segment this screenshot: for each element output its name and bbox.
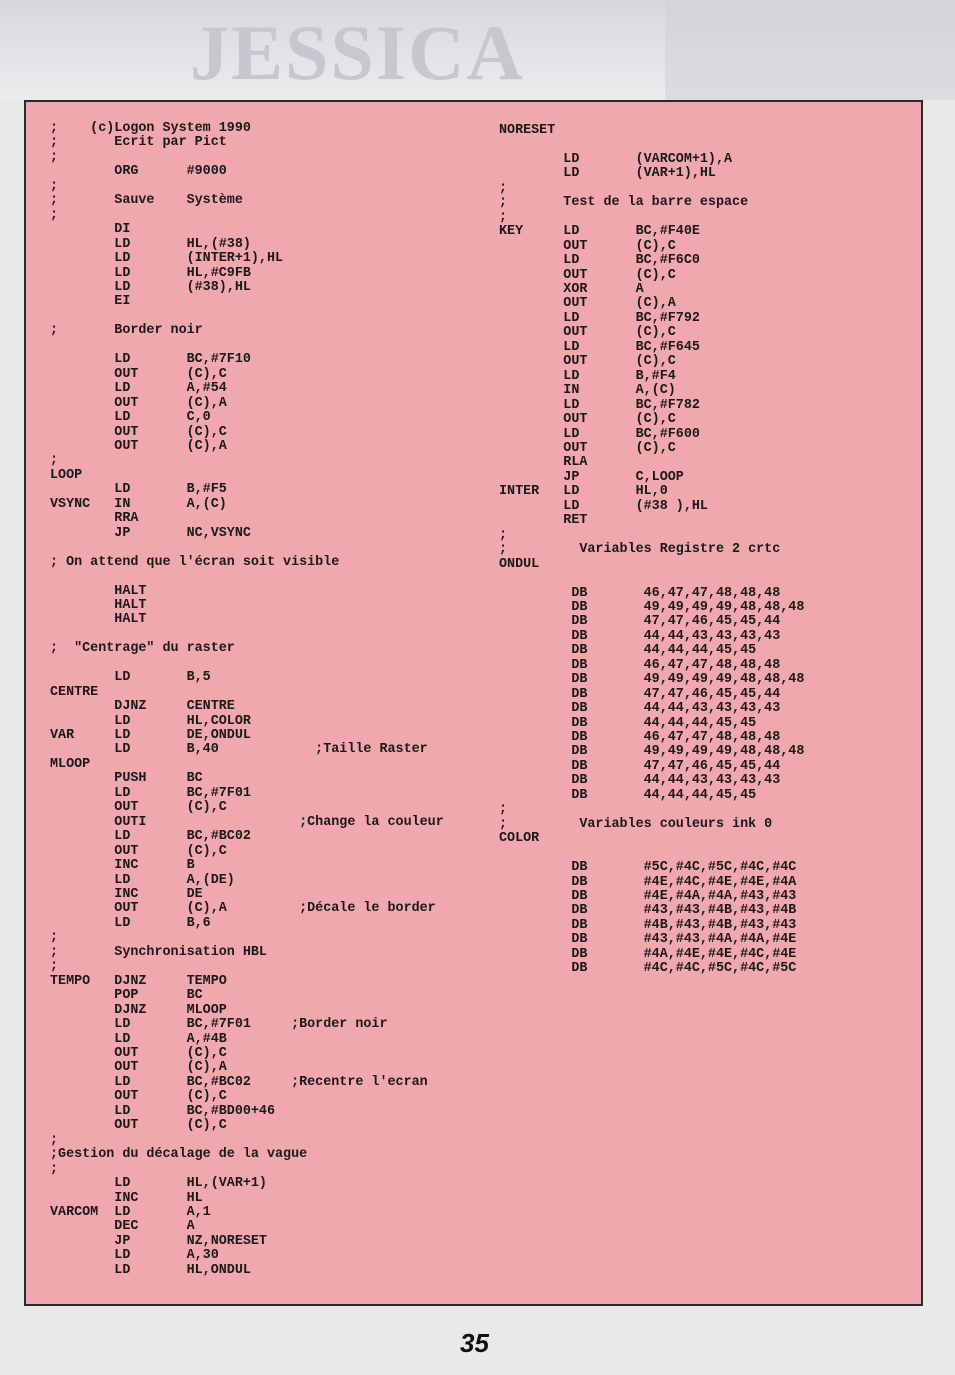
code-line [50, 310, 444, 324]
code-line: ; [50, 207, 59, 223]
code-line: ; [499, 527, 508, 543]
code-line: ; Ecrit par Pict [50, 135, 227, 151]
code-line: VSYNC IN A,(C) [50, 496, 227, 512]
code-line: OUT (C),C [499, 354, 676, 370]
code-line [499, 138, 804, 152]
code-line: ; [50, 959, 59, 975]
code-line: DJNZ CENTRE [50, 699, 235, 715]
code-line: ; [499, 209, 508, 225]
code-line: ; [50, 1161, 59, 1177]
code-line: OUT (C),C [499, 267, 676, 283]
code-line: RLA [499, 455, 588, 471]
code-line: LD A,(DE) [50, 872, 235, 888]
code-line: EI [50, 294, 131, 310]
code-line: DI [50, 222, 131, 238]
code-line: XOR A [499, 281, 644, 297]
code-line: LD BC,#F6C0 [499, 253, 700, 269]
code-line: LD (INTER+1),HL [50, 251, 284, 267]
code-line: ; Variables Registre 2 crtc [499, 542, 781, 558]
code-line: COLOR [499, 831, 540, 847]
code-line: DB #4E,#4C,#4E,#4E,#4A [499, 874, 797, 890]
code-line: HALT [50, 583, 147, 599]
header-ghost-logo: JESSICA [190, 9, 525, 96]
code-line: OUT (C),C [499, 238, 676, 254]
code-line: LD A,#4B [50, 1031, 227, 1047]
code-line: LD BC,#BC02 [50, 829, 251, 845]
code-line: ; [499, 180, 508, 196]
code-line: JP NZ,NORESET [50, 1233, 267, 1249]
code-line: DB 49,49,49,49,48,48,48 [499, 672, 805, 688]
code-line: ; Synchronisation HBL [50, 944, 267, 960]
code-line: ; "Centrage" du raster [50, 641, 235, 657]
code-line: LD BC,#7F10 [50, 352, 251, 368]
code-line: RRA [50, 511, 139, 527]
code-line: MLOOP [50, 756, 91, 772]
code-line: ; [50, 930, 59, 946]
code-line: INTER LD HL,0 [499, 484, 668, 500]
code-line: LD (#38 ),HL [499, 498, 708, 514]
code-line: OUT (C),C [50, 424, 227, 440]
code-line: ; Test de la barre espace [499, 195, 749, 211]
code-line: DB #5C,#4C,#5C,#4C,#4C [499, 860, 797, 876]
code-line: INC HL [50, 1190, 203, 1206]
listing-right-column [499, 124, 804, 977]
code-line: IN A,(C) [499, 383, 676, 399]
code-line: LD B,#F4 [499, 368, 676, 384]
code-line: LD B,6 [50, 915, 211, 931]
code-line: DEC A [50, 1219, 195, 1235]
code-line: LD HL,ONDUL [50, 1262, 251, 1278]
code-line: JP NC,VSYNC [50, 525, 251, 541]
code-line: DB 44,44,44,45,45 [499, 643, 757, 659]
code-line: ONDUL [499, 556, 540, 572]
code-line: LD A,30 [50, 1248, 219, 1264]
code-line: DB 44,44,44,45,45 [499, 715, 757, 731]
code-line: OUT (C),A [50, 438, 227, 454]
code-line: LD A,#54 [50, 381, 227, 397]
code-line: ;Gestion du décalage de la vague [50, 1147, 308, 1163]
code-line: ; On attend que l'écran soit visible [50, 554, 340, 570]
code-line: DB 44,44,44,45,45 [499, 787, 757, 803]
code-line: LD HL,(#38) [50, 236, 251, 252]
code-line: OUT (C),C [50, 366, 227, 382]
code-line: HALT [50, 612, 147, 628]
code-line: LD BC,#7F01 ;Border noir [50, 1017, 388, 1033]
code-line: DB 47,47,46,45,45,44 [499, 758, 781, 774]
code-line: DB 47,47,46,45,45,44 [499, 686, 781, 702]
code-line: LD BC,#F600 [499, 426, 700, 442]
code-line: LD HL,(VAR+1) [50, 1176, 267, 1192]
code-line: LOOP [50, 467, 83, 483]
code-line: OUT (C),A [499, 296, 676, 312]
code-line: NORESET [499, 123, 556, 138]
code-line [50, 541, 444, 555]
code-line: DB 46,47,47,48,48,48 [499, 730, 781, 746]
code-line: DB 47,47,46,45,45,44 [499, 614, 781, 630]
code-line: DB #43,#43,#4A,#4A,#4E [499, 932, 797, 948]
code-line [50, 657, 444, 671]
code-line: ; (c)Logon System 1990 [50, 121, 251, 136]
code-line: DB #4A,#4E,#4E,#4C,#4E [499, 946, 797, 962]
code-line: LD HL,COLOR [50, 713, 251, 729]
code-line: DB #4B,#43,#4B,#43,#43 [499, 917, 797, 933]
code-line: ; [499, 802, 508, 818]
code-line: ; [50, 453, 59, 469]
code-line: VARCOM LD A,1 [50, 1204, 211, 1220]
code-line [50, 628, 444, 642]
code-line: OUT (C),C [50, 1118, 227, 1134]
code-line: LD (VARCOM+1),A [499, 151, 733, 167]
code-line: ; [50, 1132, 59, 1148]
code-line: ; Sauve Système [50, 193, 243, 209]
code-line: TEMPO DJNZ TEMPO [50, 973, 227, 989]
code-line: CENTRE [50, 684, 99, 700]
code-line: LD B,5 [50, 670, 211, 686]
code-line: RET [499, 513, 588, 529]
code-line: DB #43,#43,#4B,#43,#4B [499, 903, 797, 919]
code-line: ; [50, 149, 59, 165]
code-line: ; [50, 178, 59, 194]
code-line: HALT [50, 597, 147, 613]
code-line: PUSH BC [50, 771, 203, 787]
code-line: OUT (C),C [499, 440, 676, 456]
code-line: LD BC,#BC02 ;Recentre l'ecran [50, 1074, 428, 1090]
code-line: POP BC [50, 988, 203, 1004]
header-right-block [665, 0, 955, 100]
code-line: OUT (C),C [499, 412, 676, 428]
code-line: OUT (C),A ;Décale le border [50, 901, 436, 917]
code-line [50, 339, 444, 353]
code-line [50, 570, 444, 584]
page-number: 35 [460, 1328, 489, 1358]
code-line: LD HL,#C9FB [50, 265, 251, 281]
code-line: OUT (C),A [50, 395, 227, 411]
code-line: LD (VAR+1),HL [499, 166, 716, 182]
code-line: INC B [50, 858, 195, 874]
listing-left-column [50, 122, 444, 1278]
code-line: LD BC,#7F01 [50, 785, 251, 801]
code-line: LD C,0 [50, 410, 211, 426]
code-line: VAR LD DE,ONDUL [50, 728, 251, 744]
code-line: DB 46,47,47,48,48,48 [499, 657, 781, 673]
code-line: OUT (C),C [50, 1046, 227, 1061]
code-line: LD (#38),HL [50, 279, 251, 295]
code-line: INC DE [50, 887, 203, 903]
previous-page-bleed-header [0, 0, 955, 100]
code-line: ; Variables couleurs ink 0 [499, 816, 773, 832]
code-line: DB 44,44,43,43,43,43 [499, 628, 781, 644]
code-line: LD BC,#F792 [499, 310, 700, 326]
code-line: ORG #9000 [50, 164, 227, 180]
code-line: LD B,40 ;Taille Raster [50, 742, 428, 758]
code-line: OUTI ;Change la couleur [50, 814, 444, 830]
code-line: ; Border noir [50, 323, 203, 339]
code-line: LD BC,#F782 [499, 397, 700, 413]
code-line: OUT (C),C [50, 843, 227, 859]
code-line: OUT (C),A [50, 1060, 227, 1076]
code-line: KEY LD BC,#F40E [499, 224, 700, 240]
code-line: DB 46,47,47,48,48,48 [499, 585, 781, 601]
code-line: OUT (C),C [50, 1089, 227, 1105]
code-line: DB #4C,#4C,#5C,#4C,#5C [499, 961, 797, 977]
code-line [499, 572, 804, 586]
code-line: DB #4E,#4A,#4A,#43,#43 [499, 889, 797, 905]
code-line: JP C,LOOP [499, 469, 684, 485]
code-line: LD B,#F5 [50, 482, 227, 498]
code-line: LD BC,#BD00+46 [50, 1103, 275, 1119]
code-line: OUT (C),C [50, 800, 227, 816]
code-line: OUT (C),C [499, 325, 676, 341]
code-line: DB 49,49,49,49,48,48,48 [499, 599, 805, 615]
code-line: LD BC,#F645 [499, 339, 700, 355]
code-line: DB 49,49,49,49,48,48,48 [499, 744, 805, 760]
code-line: DB 44,44,43,43,43,43 [499, 701, 781, 717]
code-line: DJNZ MLOOP [50, 1002, 227, 1018]
code-line: DB 44,44,43,43,43,43 [499, 773, 781, 789]
code-line [499, 847, 804, 861]
